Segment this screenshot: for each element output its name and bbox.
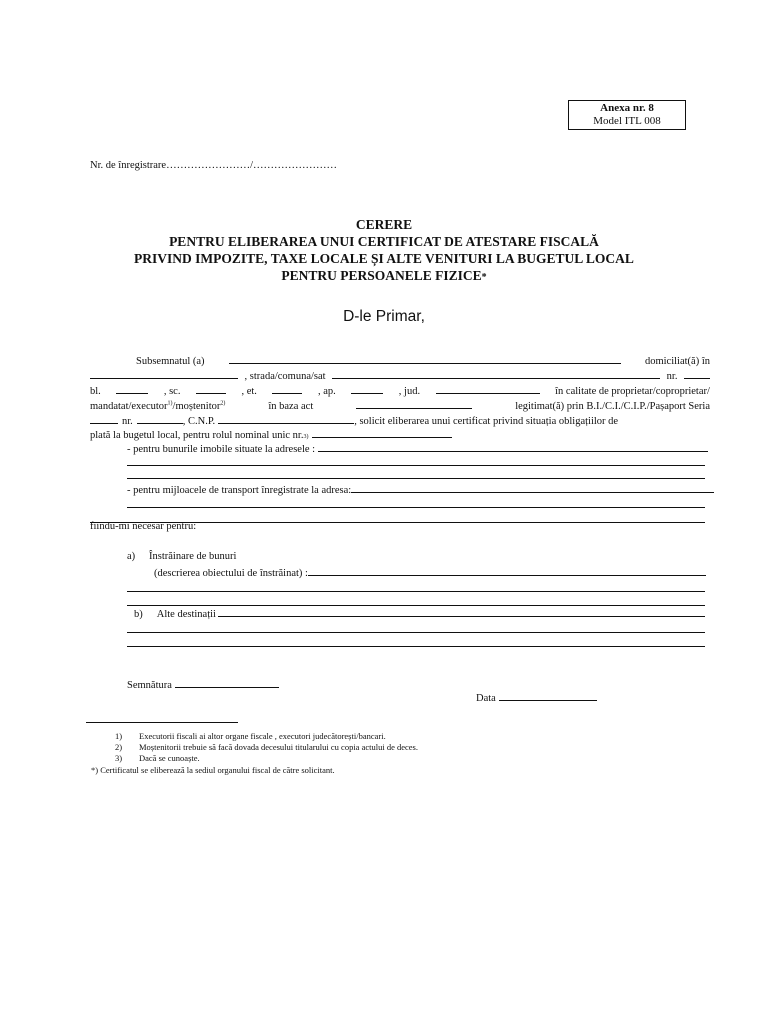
label-imobile: - pentru bunurile imobile situate la adresele : xyxy=(127,444,316,455)
label-nr-id: nr. xyxy=(122,416,133,427)
field-alte-destinatii-3[interactable] xyxy=(127,646,705,647)
footnote-separator xyxy=(86,722,238,723)
title-line-2: PENTRU ELIBERAREA UNUI CERTIFICAT DE ATESTARE FISCALĂ xyxy=(169,234,599,249)
label-data: Data xyxy=(476,693,496,704)
field-alte-destinatii-1[interactable] xyxy=(218,606,705,617)
registration-line xyxy=(90,159,337,172)
label-et: , et. xyxy=(241,386,257,397)
annex-box xyxy=(568,100,686,130)
row-data xyxy=(476,690,597,705)
field-alte-destinatii-2[interactable] xyxy=(127,632,705,633)
star-note: *) Certificatul se eliberează la sediul organului fiscal de către solicitant. xyxy=(91,765,335,775)
field-act[interactable] xyxy=(356,398,472,409)
title-asterisk: * xyxy=(481,272,487,283)
footnote-1 xyxy=(115,731,386,742)
title-line-4 xyxy=(0,267,768,286)
row-strada xyxy=(90,368,710,382)
label-descriere: (descrierea obiectului de înstrăinat) : xyxy=(154,568,308,579)
footnote-2 xyxy=(115,742,418,753)
label-mostenitor: /moștenitor xyxy=(172,401,221,412)
field-semnatura[interactable] xyxy=(175,677,279,688)
footnote-ref-1: 1) xyxy=(167,400,173,407)
label-b: b) xyxy=(134,609,143,620)
field-descriere-2[interactable] xyxy=(127,591,705,592)
field-locality[interactable] xyxy=(90,368,238,379)
title-cerere: CERERE xyxy=(355,217,413,232)
field-id-series[interactable] xyxy=(90,413,118,424)
row-alte-destinatii xyxy=(134,606,705,621)
label-jud: , jud. xyxy=(398,386,421,397)
registration-label: Nr. de înregistrare xyxy=(90,160,167,171)
footnote-1-num: 1) xyxy=(115,731,123,741)
row-imobile xyxy=(90,441,710,455)
row-semnatura xyxy=(127,677,279,692)
label-ap: , ap. xyxy=(317,386,336,397)
registration-dots-2: …………………… xyxy=(253,160,338,171)
field-data[interactable] xyxy=(499,690,597,701)
field-et[interactable] xyxy=(272,383,302,394)
label-instrainare: Înstrăinare de bunuri xyxy=(149,551,237,562)
row-cnp xyxy=(90,413,710,427)
label-cnp: , C.N.P. xyxy=(182,416,216,427)
label-nr: nr. xyxy=(666,371,678,382)
label-plata: plată la bugetul local, pentru rolul nominal unic nr. xyxy=(90,430,304,441)
field-descriere-1[interactable] xyxy=(308,565,706,576)
salutation: D-le Primar, xyxy=(343,308,425,325)
title-line-3: PRIVIND IMPOZITE, TAXE LOCALE ȘI ALTE VENITURI LA BUGETUL LOCAL xyxy=(134,251,634,266)
label-a: a) xyxy=(127,551,136,562)
footnote-3 xyxy=(115,753,200,764)
label-solicit: , solicit eliberarea unui certificat privind situația obligațiilor de xyxy=(354,416,619,427)
label-transport: - pentru mijloacele de transport înregistrate la adresa: xyxy=(127,485,352,496)
label-bl: bl. xyxy=(90,386,101,397)
annex-model: Model ITL 008 xyxy=(593,115,661,127)
field-bl[interactable] xyxy=(116,383,148,394)
footnote-ref-2: 2) xyxy=(220,400,226,407)
label-subsemnatul: Subsemnatul (a) xyxy=(136,356,205,367)
row-transport xyxy=(90,482,710,496)
row-subsemnatul xyxy=(90,353,710,367)
field-cnp[interactable] xyxy=(218,413,354,424)
field-ap[interactable] xyxy=(351,383,383,394)
registration-separator: / xyxy=(250,160,254,171)
field-street[interactable] xyxy=(332,368,660,379)
field-id-nr[interactable] xyxy=(137,413,183,424)
label-alte-destinatii: Alte destinații xyxy=(156,609,216,620)
row-mandatat xyxy=(90,398,710,412)
field-street-nr[interactable] xyxy=(684,368,710,379)
footnote-1-text: Executorii fiscali ai altor organe fiscale , executori judecătorești/bancari. xyxy=(139,731,386,741)
row-bl xyxy=(90,383,710,397)
footnote-2-text: Moștenitorii trebuie să facă dovada decesului titularului cu copia actului de deces. xyxy=(139,742,418,752)
label-domiciliat: domiciliat(ă) în xyxy=(644,356,710,367)
label-baza-act: în baza act xyxy=(268,401,314,412)
label-semnatura: Semnătura xyxy=(127,680,172,691)
annex-title: Anexa nr. 8 xyxy=(600,102,654,114)
label-strada: , strada/comuna/sat xyxy=(244,371,326,382)
field-transport-1[interactable] xyxy=(351,482,714,493)
footnote-3-text: Dacă se cunoaște. xyxy=(139,753,200,763)
field-name[interactable] xyxy=(229,353,621,364)
row-descriere xyxy=(154,565,706,580)
registration-dots-1: …………………… xyxy=(166,160,251,171)
label-calitate: în calitate de proprietar/coproprietar/ xyxy=(555,386,710,397)
row-plata: plată la bugetul local, pentru rolul nominal unic nr. 3) xyxy=(90,427,710,441)
field-rol-nominal[interactable] xyxy=(312,427,452,438)
footnote-2-num: 2) xyxy=(115,742,123,752)
field-imobile-2[interactable] xyxy=(127,465,705,466)
field-jud[interactable] xyxy=(436,383,540,394)
label-sc: , sc. xyxy=(163,386,181,397)
label-mandatat-group xyxy=(90,401,225,412)
field-imobile-3[interactable] xyxy=(127,478,705,479)
label-mandatat: mandatat/executor xyxy=(90,401,168,412)
field-sc[interactable] xyxy=(196,383,226,394)
field-imobile-1[interactable] xyxy=(318,441,708,452)
label-fiindu: fiindu-mi necesar pentru: xyxy=(90,521,197,532)
label-legitimat: legitimat(ă) prin B.I./C.I./C.I.P./Pașaport Seria xyxy=(515,401,710,412)
title-line-4-text: PENTRU PERSOANELE FIZICE xyxy=(281,268,482,283)
field-transport-2[interactable] xyxy=(127,507,705,508)
footnote-3-num: 3) xyxy=(115,753,123,763)
